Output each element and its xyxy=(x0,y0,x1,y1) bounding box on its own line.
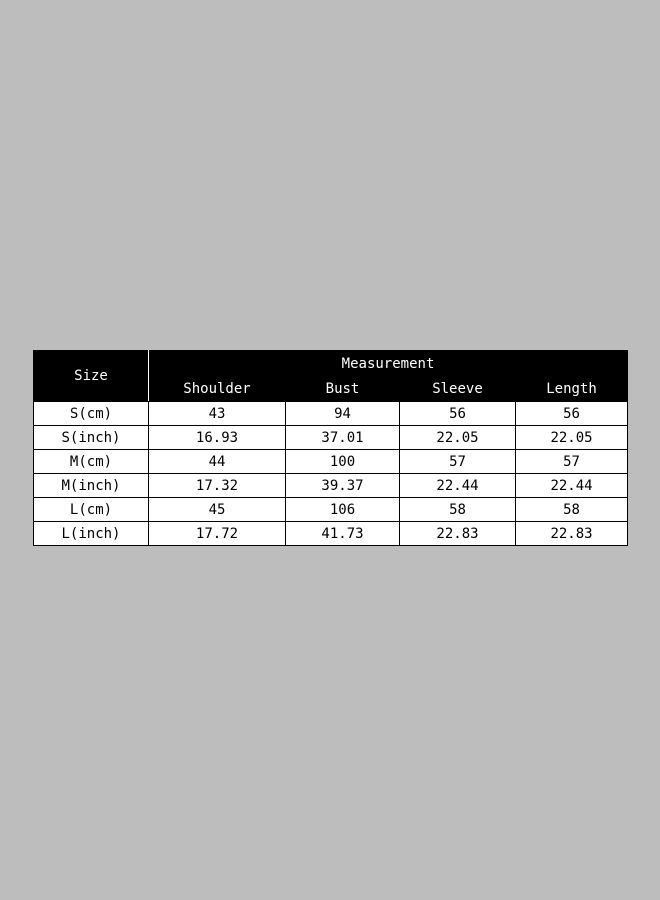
size-cell: L(inch) xyxy=(34,522,149,546)
table-header xyxy=(34,351,628,402)
table-row xyxy=(34,450,628,474)
length-cell: 22.44 xyxy=(516,474,628,498)
shoulder-cell: 17.72 xyxy=(149,522,286,546)
bust-cell: 37.01 xyxy=(286,426,400,450)
length-cell: 22.83 xyxy=(516,522,628,546)
table-body xyxy=(34,402,628,546)
column-header-length: Length xyxy=(516,377,628,402)
length-cell: 58 xyxy=(516,498,628,522)
size-cell: M(cm) xyxy=(34,450,149,474)
size-cell: L(cm) xyxy=(34,498,149,522)
sleeve-cell: 22.05 xyxy=(400,426,516,450)
bust-cell: 39.37 xyxy=(286,474,400,498)
column-header-shoulder: Shoulder xyxy=(149,377,286,402)
bust-cell: 94 xyxy=(286,402,400,426)
sleeve-cell: 57 xyxy=(400,450,516,474)
sleeve-cell: 56 xyxy=(400,402,516,426)
bust-cell: 100 xyxy=(286,450,400,474)
column-header-bust: Bust xyxy=(286,377,400,402)
length-cell: 56 xyxy=(516,402,628,426)
shoulder-cell: 16.93 xyxy=(149,426,286,450)
shoulder-cell: 44 xyxy=(149,450,286,474)
sleeve-cell: 22.83 xyxy=(400,522,516,546)
table-row xyxy=(34,474,628,498)
table-row xyxy=(34,402,628,426)
bust-cell: 106 xyxy=(286,498,400,522)
size-header: Size xyxy=(34,351,149,402)
column-header-sleeve: Sleeve xyxy=(400,377,516,402)
length-cell: 22.05 xyxy=(516,426,628,450)
size-cell: M(inch) xyxy=(34,474,149,498)
size-cell: S(cm) xyxy=(34,402,149,426)
shoulder-cell: 43 xyxy=(149,402,286,426)
size-chart-table xyxy=(33,350,628,546)
table-row xyxy=(34,498,628,522)
measurement-header: Measurement xyxy=(149,351,628,377)
size-cell: S(inch) xyxy=(34,426,149,450)
table-row xyxy=(34,426,628,450)
shoulder-cell: 45 xyxy=(149,498,286,522)
table-row xyxy=(34,522,628,546)
sleeve-cell: 58 xyxy=(400,498,516,522)
bust-cell: 41.73 xyxy=(286,522,400,546)
sleeve-cell: 22.44 xyxy=(400,474,516,498)
length-cell: 57 xyxy=(516,450,628,474)
shoulder-cell: 17.32 xyxy=(149,474,286,498)
